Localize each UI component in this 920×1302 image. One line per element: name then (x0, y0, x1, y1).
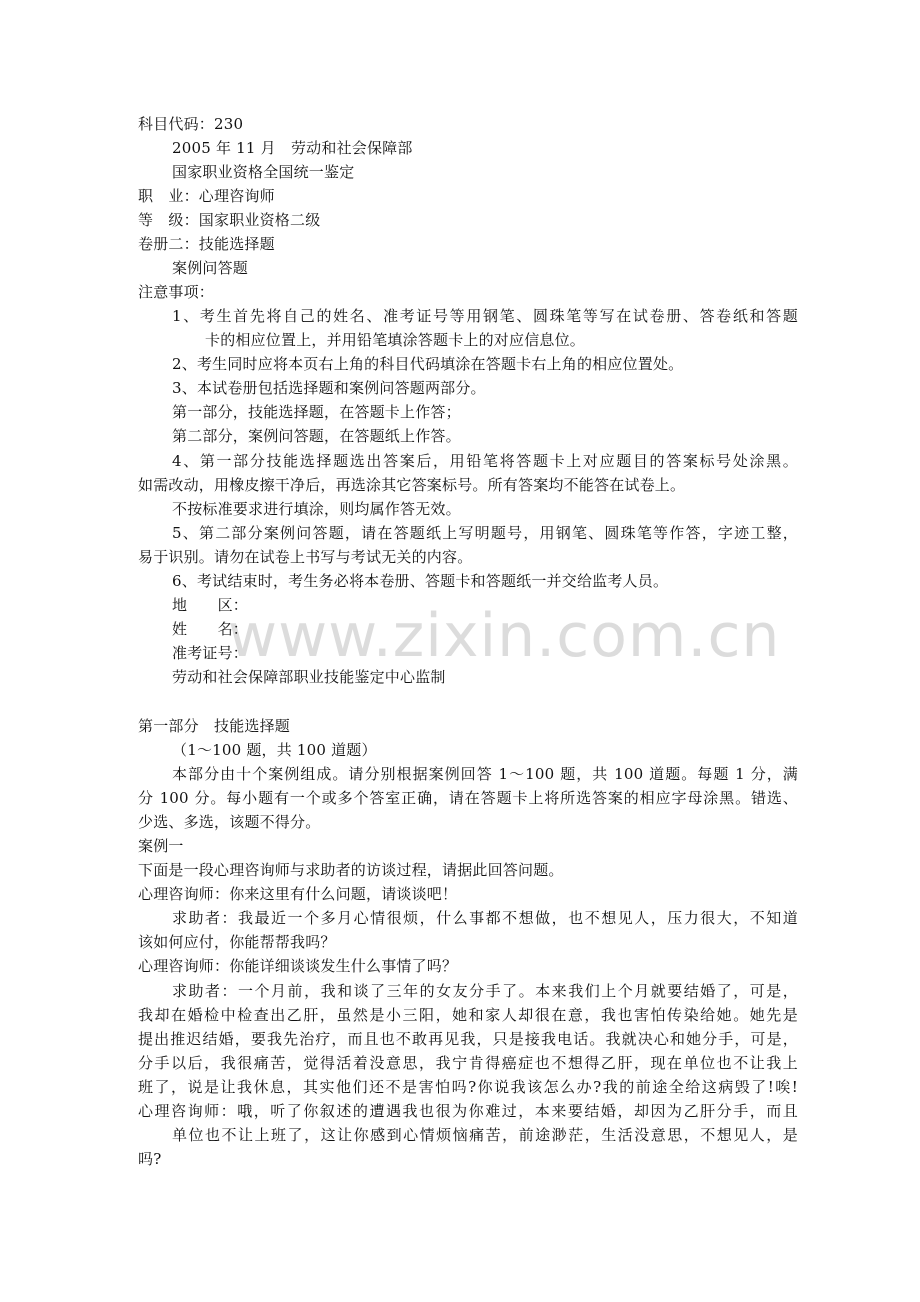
note-5a: 5、第二部分案例问答题，请在答题纸上写明题号，用钢笔、圆珠笔等作答，字迹工整， (172, 524, 798, 542)
part1-title: 第一部分 技能选择题 (138, 717, 291, 735)
dialogue-line: 单位也不让上班了，这让你感到心情烦恼痛苦，前途渺茫，生活没意思，不想见人，是 (172, 1126, 798, 1144)
supervisor: 劳动和社会保障部职业技能鉴定中心监制 (172, 668, 446, 686)
dialogue-line: 班了，说是让我休息，其实他们还不是害怕吗?你说我该怎么办?我的前途全给这病毁了!唉! (138, 1078, 798, 1096)
case-title: 案例一 (138, 837, 184, 855)
note-4a: 4、第一部分技能选择题选出答案后，用铅笔将答题卡上对应题目的答案标号处涂黑。 (172, 452, 798, 470)
date-org: 2005 年 11 月 劳动和社会保障部 (172, 139, 413, 157)
dialogue-line: 分手以后，我很痛苦，觉得活着没意思，我宁肯得癌症也不想得乙肝，现在单位也不让我上 (138, 1054, 798, 1072)
watermark: www.zixin.com.cn (228, 601, 781, 671)
note-3a: 第一部分，技能选择题，在答题卡上作答； (172, 403, 461, 421)
note-1b: 卡的相应位置上，并用铅笔填涂答题卡上的对应信息位。 (205, 331, 586, 349)
part1-desc-2: 分 100 分。每小题有一个或多个答室正确，请在答题卡上将所选答案的相应字母涂黑。错选、 (138, 789, 798, 807)
dialogue-line: 提出推迟结婚，要我先治疗，而且也不敢再见我，只是接我电话。我就决心和她分手，可是， (138, 1030, 798, 1048)
dialogue-line: 求助者：我最近一个多月心情很烦，什么事都不想做，也不想见人，压力很大，不知道 (172, 909, 798, 927)
field-region: 地 区： (172, 596, 249, 614)
part1-range: （1～100 题，共 100 道题） (172, 741, 377, 759)
subject-code: 科目代码：230 (138, 115, 244, 133)
field-exam-id: 准考证号： (172, 644, 249, 662)
volume: 卷册二：技能选择题 (138, 235, 275, 253)
note-4b: 如需改动，用橡皮擦干净后，再选涂其它答案标号。所有答案均不能答在试卷上。 (138, 476, 686, 494)
dialogue-line: 求助者：一个月前，我和谈了三年的女友分手了。本来我们上个月就要结婚了，可是， (172, 982, 798, 1000)
dialogue-line: 该如何应付，你能帮帮我吗？ (138, 933, 336, 951)
note-3b: 第二部分，案例问答题，在答题纸上作答。 (172, 427, 461, 445)
case-intro: 下面是一段心理咨询师与求助者的访谈过程，请据此回答问题。 (138, 861, 564, 879)
dialogue-line: 心理咨询师：你能详细谈谈发生什么事情了吗？ (138, 957, 458, 975)
dialogue-line: 心理咨询师：哦，听了你叙述的遭遇我也很为你难过，本来要结婚，却因为乙肝分手，而且 (138, 1102, 798, 1120)
volume-sub: 案例问答题 (172, 259, 249, 277)
note-1a: 1、考生首先将自己的姓名、准考证号等用钢笔、圆珠笔等写在试卷册、答卷纸和答题 (172, 307, 798, 325)
field-name: 姓 名： (172, 620, 249, 638)
note-6: 6、考试结束时，考生务必将本卷册、答题卡和答题纸一并交给监考人员。 (172, 572, 669, 590)
profession: 职 业：心理咨询师 (138, 187, 275, 205)
note-2: 2、考生同时应将本页右上角的科目代码填涂在答题卡右上角的相应位置处。 (172, 355, 684, 373)
part1-desc-3: 少选、多选，该题不得分。 (138, 813, 321, 831)
note-4c: 不按标准要求进行填涂，则均属作答无效。 (172, 500, 461, 518)
dialogue-line: 吗? (138, 1150, 162, 1168)
note-3: 3、本试卷册包括选择题和案例问答题两部分。 (172, 379, 486, 397)
exam-name: 国家职业资格全国统一鉴定 (172, 163, 355, 181)
note-5b: 易于识别。请勿在试卷上书写与考试无关的内容。 (138, 548, 473, 566)
dialogue-line: 心理咨询师：你来这里有什么问题，请谈谈吧！ (138, 885, 458, 903)
level: 等 级：国家职业资格二级 (138, 211, 321, 229)
part1-desc-1: 本部分由十个案例组成。请分别根据案例回答 1～100 题，共 100 道题。每题 1 分，满 (172, 765, 798, 783)
dialogue-line: 我却在婚检中检查出乙肝，虽然是小三阳，她和家人却很在意，我也害怕传染给她。她先是 (138, 1006, 798, 1024)
notes-title: 注意事项： (138, 283, 215, 301)
